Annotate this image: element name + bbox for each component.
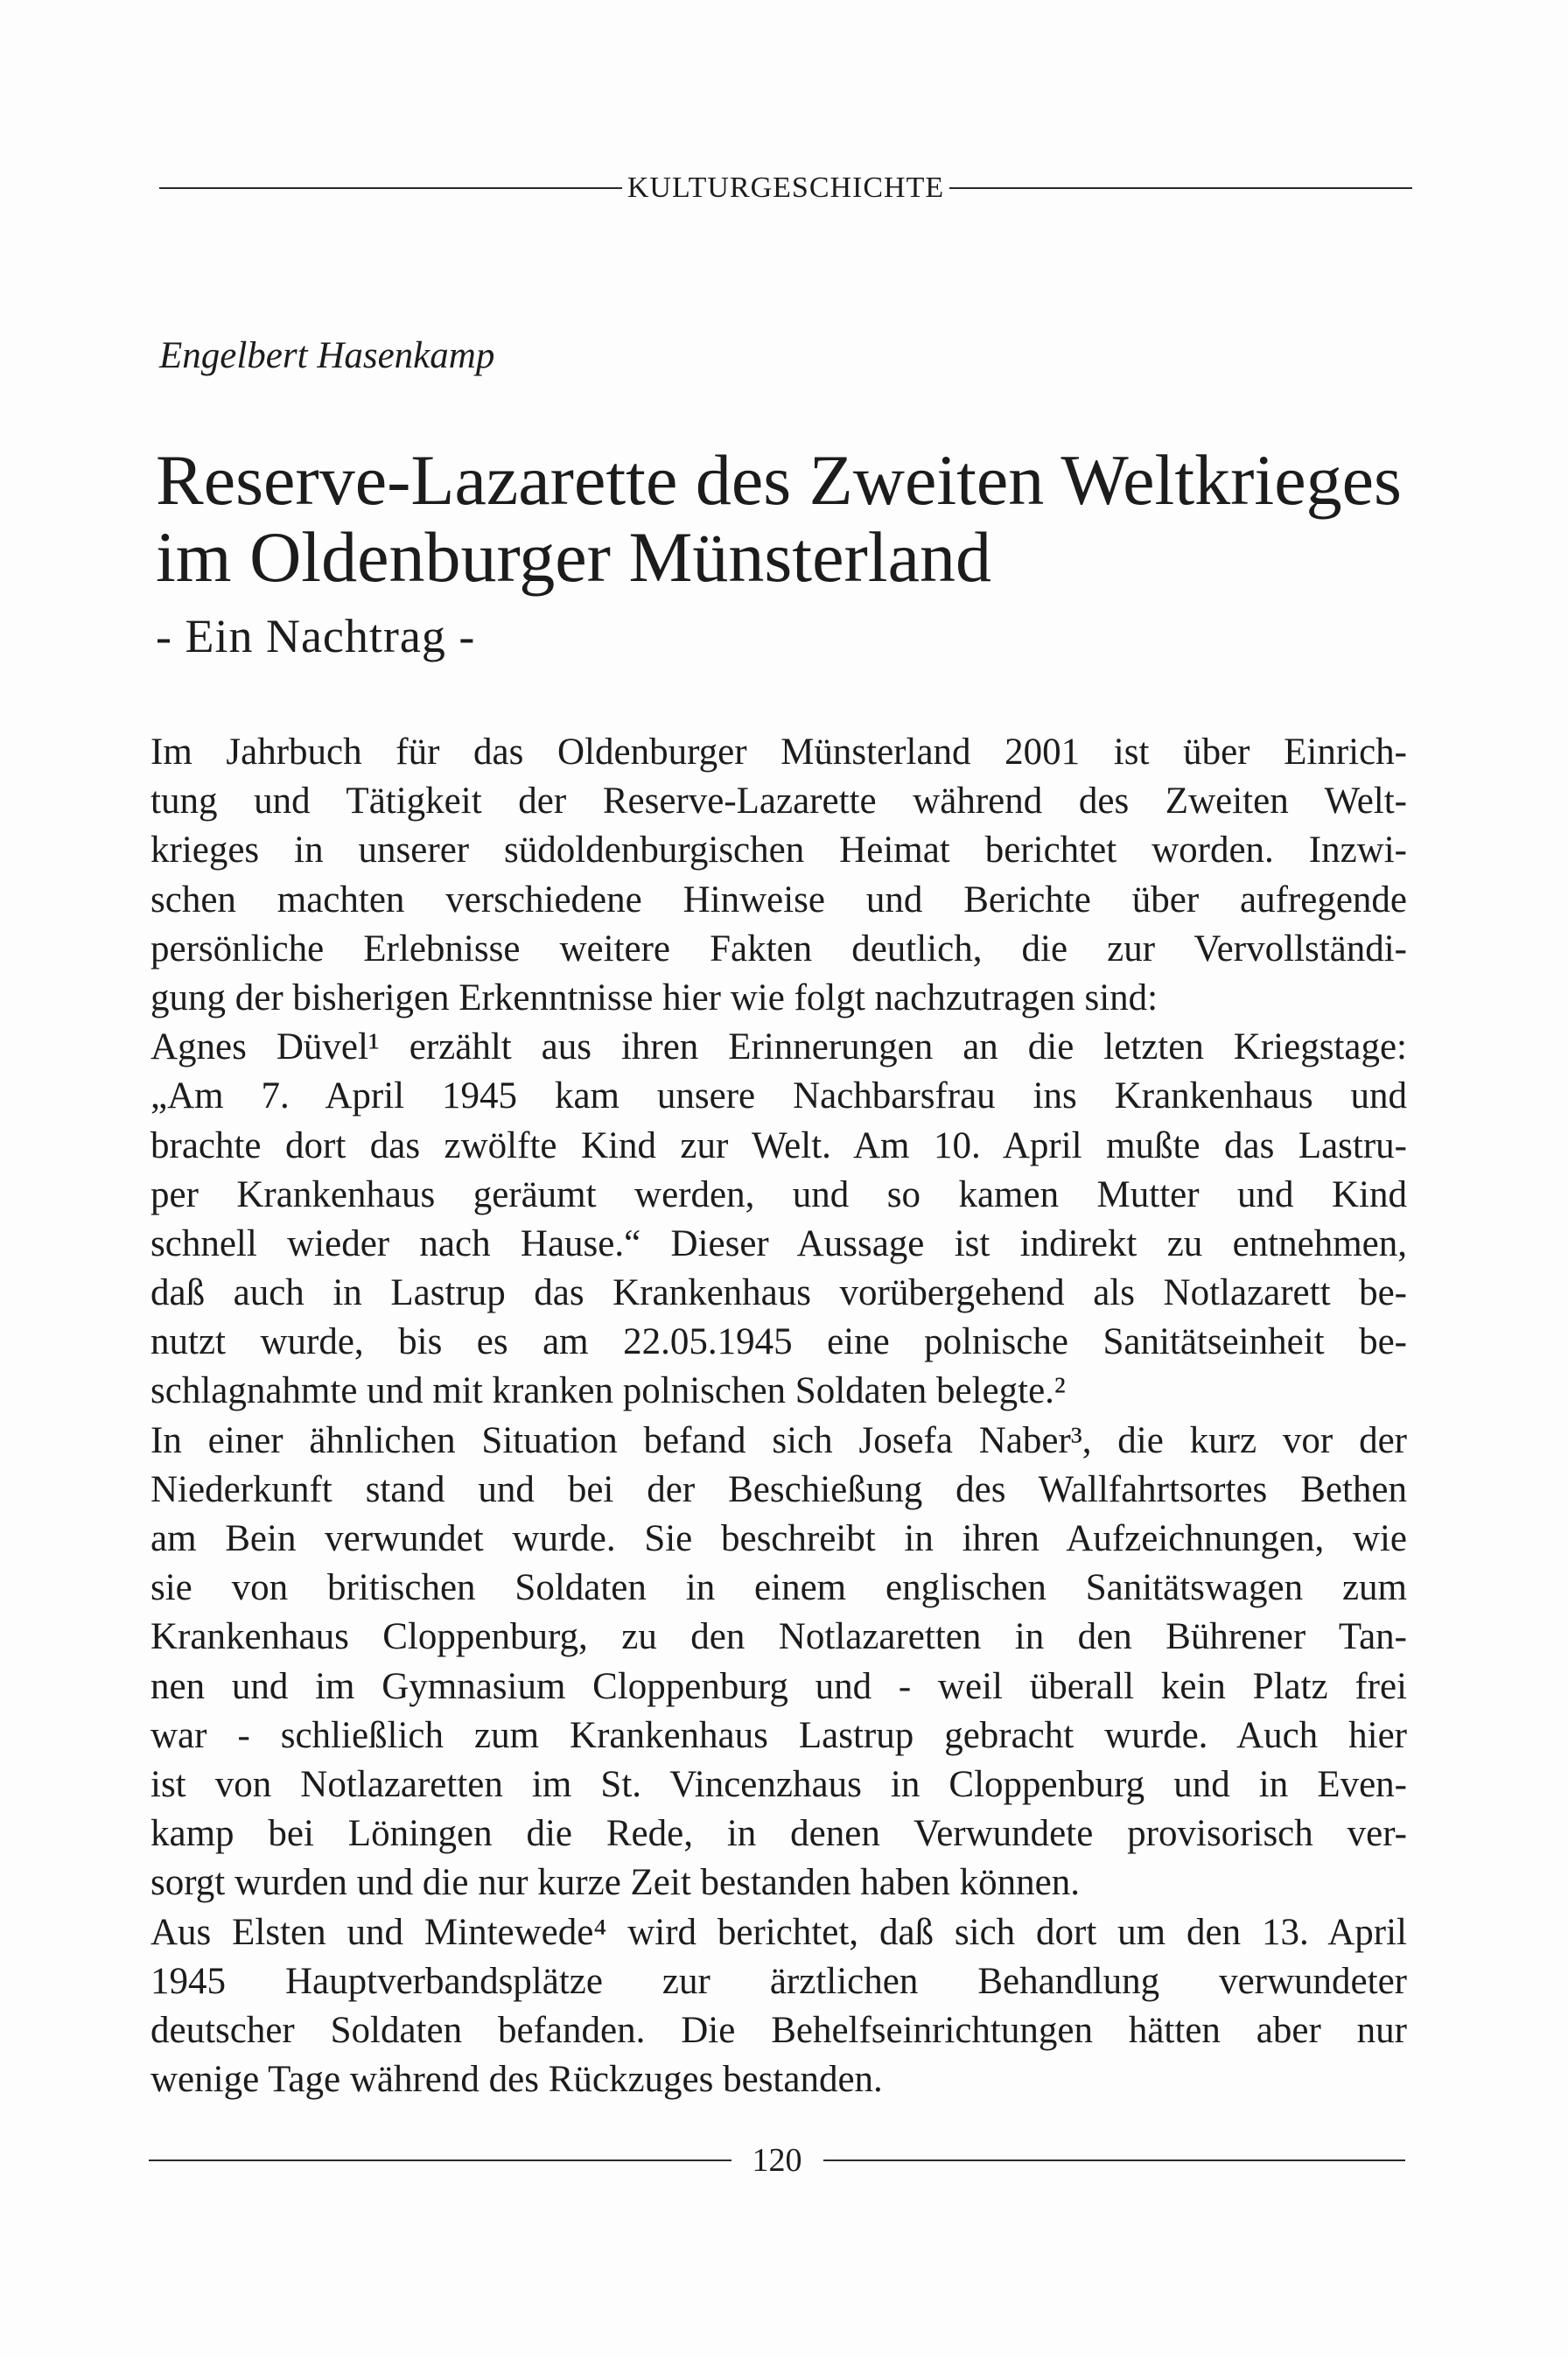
body-line: 1945 Hauptverbandsplätze zur ärztlichen Behandlung verwundeter xyxy=(150,1960,1407,2002)
article-title xyxy=(156,442,1424,596)
body-line: nen und im Gymnasium Cloppenburg und - weil überall kein Platz frei xyxy=(150,1665,1407,1707)
title-line: im Oldenburger Münsterland xyxy=(156,517,991,597)
body-line: daß auch in Lastrup das Krankenhaus vorübergehend als Notlazarett be- xyxy=(150,1272,1407,1314)
article-subtitle: - Ein Nachtrag - xyxy=(156,610,476,662)
body-line: per Krankenhaus geräumt werden, und so kamen Mutter und Kind xyxy=(150,1173,1407,1215)
article-author: Engelbert Hasenkamp xyxy=(159,335,495,376)
header-rule-left xyxy=(159,187,622,189)
body-line: schnell wieder nach Hause.“ Dieser Aussage ist indirekt zu entnehmen, xyxy=(150,1222,1407,1264)
body-line: „Am 7. April 1945 kam unsere Nachbarsfrau ins Krankenhaus und xyxy=(150,1075,1407,1117)
body-line: brachte dort das zwölfte Kind zur Welt. Am 10. April mußte das Lastru- xyxy=(150,1124,1407,1166)
body-line: schen machten verschiedene Hinweise und Berichte über aufregende xyxy=(150,878,1407,920)
body-line: am Bein verwundet wurde. Sie beschreibt in ihren Aufzeichnungen, wie xyxy=(150,1518,1407,1559)
body-line: schlagnahmte und mit kranken polnischen Soldaten belegte.² xyxy=(150,1370,1066,1412)
header-rule-right xyxy=(949,187,1412,189)
body-line: Niederkunft stand und bei der Beschießung des Wallfahrtsortes Bethen xyxy=(150,1468,1407,1510)
title-line: Reserve-Lazarette des Zweiten Weltkrieges xyxy=(156,440,1402,520)
body-line: tung und Tätigkeit der Reserve-Lazarette während des Zweiten Welt- xyxy=(150,780,1407,822)
article-body xyxy=(150,728,1407,2104)
section-label: KULTURGESCHICHTE xyxy=(626,172,945,204)
body-line: deutscher Soldaten befanden. Die Behelfseinrichtungen hätten aber nur xyxy=(150,2009,1407,2051)
body-line: nutzt wurde, bis es am 22.05.1945 eine polnische Sanitätseinheit be- xyxy=(150,1321,1407,1363)
body-line: ist von Notlazaretten im St. Vincenzhaus in Cloppenburg und in Even- xyxy=(150,1763,1407,1805)
body-line: Krankenhaus Cloppenburg, zu den Notlazaretten in den Bührener Tan- xyxy=(150,1616,1407,1658)
body-line: In einer ähnlichen Situation befand sich Josefa Naber³, die kurz vor der xyxy=(150,1419,1407,1461)
body-line: war - schließlich zum Krankenhaus Lastrup gebracht wurde. Auch hier xyxy=(150,1714,1407,1756)
footer-rule-right xyxy=(823,2160,1406,2161)
body-line: persönliche Erlebnisse weitere Fakten deutlich, die zur Vervollständi- xyxy=(150,928,1407,970)
page-number: 120 xyxy=(752,2142,802,2179)
body-line: Aus Elsten und Mintewede⁴ wird berichtet, daß sich dort um den 13. April xyxy=(150,1911,1407,1953)
body-line: Im Jahrbuch für das Oldenburger Münsterland 2001 ist über Einrich- xyxy=(150,732,1407,773)
body-line: krieges in unserer südoldenburgischen Heimat berichtet worden. Inzwi- xyxy=(150,830,1407,872)
running-header xyxy=(159,173,1412,203)
body-line: sie von britischen Soldaten in einem englischen Sanitätswagen zum xyxy=(150,1567,1407,1609)
body-line: Agnes Düvel¹ erzählt aus ihren Erinnerungen an die letzten Kriegstage: xyxy=(150,1026,1407,1068)
page-footer xyxy=(149,2144,1405,2177)
footer-rule-left xyxy=(149,2160,732,2161)
body-line: gung der bisherigen Erkenntnisse hier wie folgt nachzutragen sind: xyxy=(150,976,1158,1018)
body-line: kamp bei Löningen die Rede, in denen Verwundete provisorisch ver- xyxy=(150,1813,1407,1855)
body-line: wenige Tage während des Rückzuges bestanden. xyxy=(150,2059,883,2101)
body-line: sorgt wurden und die nur kurze Zeit bestanden haben können. xyxy=(150,1862,1080,1904)
